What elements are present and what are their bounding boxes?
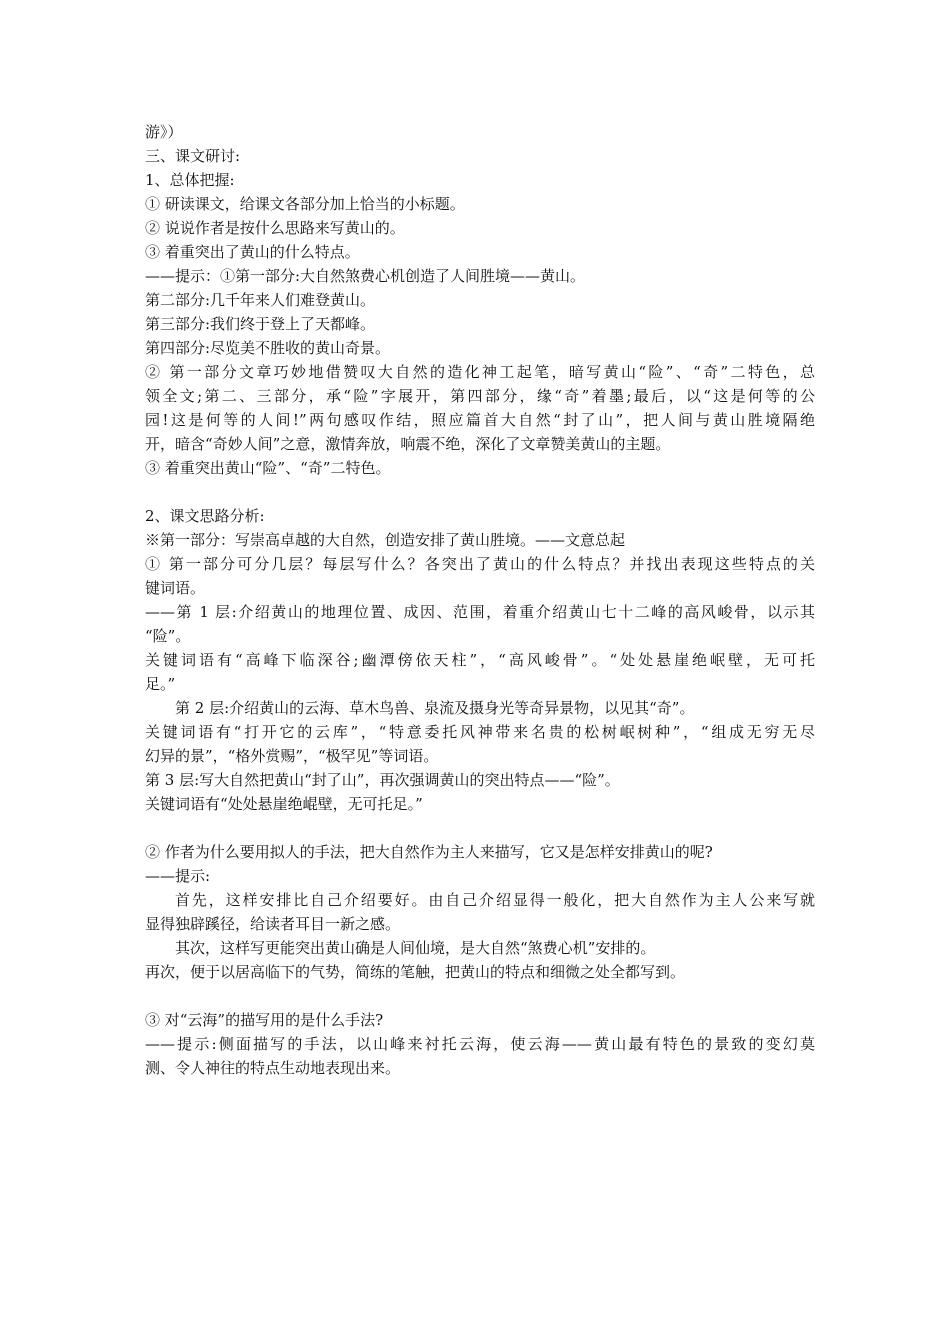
text-line: 第四部分:尽览美不胜收的黄山奇景。	[145, 339, 391, 357]
text-line: 测、令人神往的特点生动地表现出来。	[145, 1059, 401, 1077]
text-line: 其次，这样写更能突出黄山确是人间仙境，是大自然“煞费心机”安排的。	[175, 939, 656, 957]
text-line: 游》）	[145, 123, 183, 141]
text-line: 首先，这样安排比自己介绍要好。由自己介绍显得一般化，把大自然作为主人公来写就	[175, 891, 815, 909]
text-line: 第 3 层:写大自然把黄山“封了山”，再次强调黄山的突出特点——“险”。	[145, 771, 620, 789]
text-line: 显得独辟蹊径，给读者耳目一新之感。	[145, 915, 401, 933]
text-line: ③ 着重突出了黄山的什么特点。	[145, 243, 360, 261]
text-line: ② 作者为什么要用拟人的手法，把大自然作为主人来描写，它又是怎样安排黄山的呢?	[145, 843, 713, 861]
text-line: 领全文;第二、三部分，承“险”字展开，第四部分，缘“奇”着墨;最后，以“这是何等的公	[145, 387, 815, 405]
text-line: ※第一部分：写崇高卓越的大自然，创造安排了黄山胜境。——文意总起	[145, 531, 626, 549]
paragraph-gap	[145, 984, 815, 1008]
text-line: ——提示：①第一部分:大自然煞费心机创造了人间胜境——黄山。	[145, 267, 586, 285]
text-line: ② 说说作者是按什么思路来写黄山的。	[145, 219, 405, 237]
text-line: ——提示:侧面描写的手法，以山峰来衬托云海，使云海——黄山最有特色的景致的变幻莫	[145, 1035, 815, 1053]
text-line: 第二部分:几千年来人们难登黄山。	[145, 291, 376, 309]
text-line: 幻异的景”，“格外赏赐”，“极罕见”等词语。	[145, 747, 439, 765]
text-line: 1、总体把握:	[145, 171, 235, 189]
text-line: ① 研读课文，给课文各部分加上恰当的小标题。	[145, 195, 465, 213]
text-line: “险”。	[145, 627, 191, 645]
text-line: 关键词语有“打开它的云库”，“特意委托风神带来名贵的松树岷树种”，“组成无穷无尽	[145, 723, 815, 741]
text-line: ——第 1 层:介绍黄山的地理位置、成因、范围，着重介绍黄山七十二峰的高风峻骨，以示其	[145, 603, 815, 621]
document-page	[145, 120, 815, 1080]
paragraph-gap	[145, 816, 815, 840]
text-line: 园!这是何等的人间!”两句感叹作结，照应篇首大自然“封了山”，把人间与黄山胜境隔绝	[145, 411, 815, 429]
text-line: ——提示:	[145, 867, 211, 885]
text-line: 键词语。	[145, 579, 206, 597]
text-line: ① 第一部分可分几层？每层写什么？各突出了黄山的什么特点？并找出表现这些特点的关	[145, 555, 815, 573]
text-line: 再次，便于以居高临下的气势，简练的笔触，把黄山的特点和细微之处全都写到。	[145, 963, 686, 981]
text-line: ③ 对“云海”的描写用的是什么手法?	[145, 1011, 384, 1029]
text-line: ② 第一部分文章巧妙地借赞叹大自然的造化神工起笔，暗写黄山“险”、“奇”二特色，总	[145, 363, 815, 381]
text-line: 关键词语有“处处悬崖绝崐壁，无可托足。”	[145, 795, 423, 813]
text-line: 第 2 层:介绍黄山的云海、草木鸟兽、泉流及摄身光等奇异景物，以见其“奇”。	[175, 699, 695, 717]
text-line: 足。”	[145, 675, 176, 693]
text-line: 关键词语有“高峰下临深谷;幽潭傍依天柱”，“高风峻骨”。“处处悬崖绝岷壁，无可托	[145, 651, 815, 669]
text-line: ③ 着重突出黄山“险”、“奇”二特色。	[145, 459, 391, 477]
text-line: 开，暗含“奇妙人间”之意，激情奔放，响震不绝，深化了文章赞美黄山的主题。	[145, 435, 671, 453]
paragraph-gap	[145, 480, 815, 504]
text-line: 第三部分:我们终于登上了天都峰。	[145, 315, 376, 333]
text-line: 三、课文研讨:	[145, 147, 241, 165]
text-line: 2、课文思路分析:	[145, 507, 265, 525]
